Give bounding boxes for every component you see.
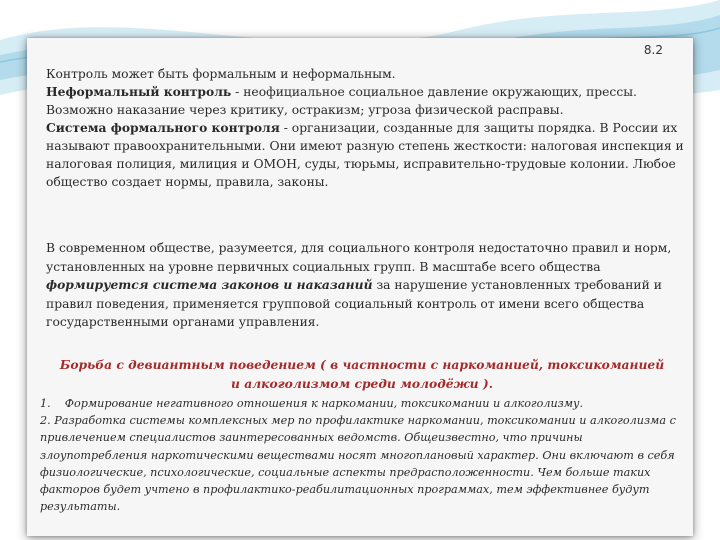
informal-control-desc: - неофициальное социальное давление окружающих, прессы. Возможно наказание через критику, остракизм; угроза физической расправы.	[46, 85, 637, 117]
slide-number: 8.2	[643, 43, 663, 57]
list-item	[40, 412, 685, 515]
intro-line: Контроль может быть формальным и неформальным.	[46, 67, 396, 81]
modern-society-paragraph	[46, 239, 691, 332]
deviance-heading: Борьба с девиантным поведением ( в частности с наркоманией, токсикоманией и алкоголизмом среди молодёжи ).	[59, 357, 665, 391]
informal-control-term: Неформальный контроль	[46, 84, 232, 99]
measures-list	[40, 395, 685, 515]
formal-control-text	[46, 119, 686, 191]
modern-part2: за нарушение установленных требований и правил поведения, применяется групповой социальный контроль от имени всего общества государственными органами управления.	[46, 278, 662, 329]
formal-control-desc: - организации, созданные для защиты порядка. В России их называют правоохранительными. Они имеют разную степень жесткости: налоговая инспекция и налоговая полиция, милиция и ОМОН, суды, тюрьмы, исправительно-трудовые колонии. Любое общество создает нормы, правила, законы.	[46, 121, 684, 189]
control-types-paragraph	[46, 65, 686, 191]
modern-society-text	[46, 239, 691, 332]
list-item-number: 2.	[40, 414, 51, 428]
list-item	[40, 395, 685, 412]
modern-part1: В современном обществе, разумеется, для социального контроля недостаточно правил и норм, установленных на уровне первичных социальных групп. В масштабе всего общества	[46, 241, 672, 274]
list-item-text: Разработка системы комплексных мер по профилактике наркомании, токсикомании и алкоголизма с привлечением специалистов заинтересованных ведомств. Общеизвестно, что причины злоупотребления наркотическими веществами носят многоплановый характер. Они включают в себя физиологические, психологические, социальные аспекты предрасположенности. Чем больше таких факторов будет учтено в профилактико-реабилитационных программах, тем эффективнее будут результаты.	[40, 414, 676, 514]
list-item-number: 1.	[40, 397, 51, 410]
content-panel	[27, 38, 693, 536]
formal-control-term: Система формального контроля	[46, 120, 280, 135]
modern-emphasis: формируется система законов и наказаний	[46, 277, 373, 292]
list-item-text: Формирование негативного отношения к наркомании, токсикомании и алкоголизму.	[64, 397, 584, 410]
informal-control-text	[46, 83, 686, 119]
